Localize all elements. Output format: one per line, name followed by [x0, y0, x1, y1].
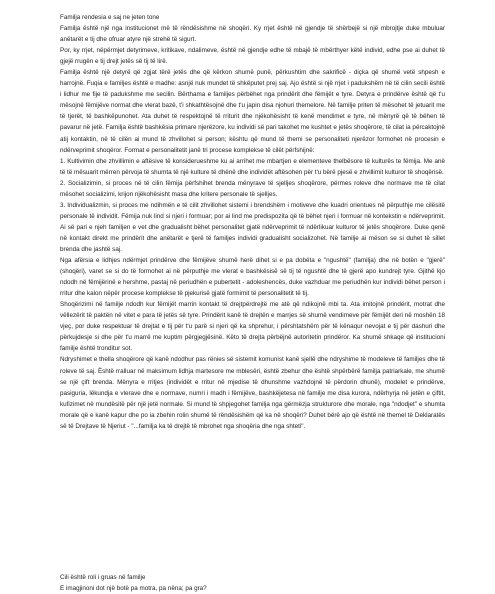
document-page: [60, 12, 445, 592]
list-item: 1. Kultivimin dhe zhvillimin e aftësive të konsiderueshme ku ai arrihet me mbartjen e elementeve thelbësore të kulturës te fëmija. Me anë të të mësuarit mërren përvoja të shumta të një kulture të dhënë dhe individët aftësohen për t'u bërë pjesë e zhvillimit kulturor të shoqërisë.: [60, 157, 445, 176]
paragraph: Familja është një nga institucionet më të rëndësishme në shoqëri. Ky rrjet është në gjendje të shërbejë si një mbrojtje duke mbuluar anëtarët e tij dhe ofruar atyre një strehë të sigurt.: [60, 25, 445, 44]
paragraph: Nga afërsia e lidhjes ndërmjet prindërve dhe fëmijëve shumë herë dihet si e pa dobëta e "ngushtë" (familja) dhe në botën e "gjerë" (shoqëri), varet se si do të formohet ai në përputhje me vlerat e bashkësisë së tij të ngushtë dhe të gjerë apo kundrejt tyre. Gjithë kjo ndodh në fëmijërinë e hershme, pastaj në periudhën e pubertetit - adoleshencës, duke vazhduar me periudhën kur individi bëhet person i rritur dhe kalon nëpër procese komplekse të pjekurisë gjatë formimit të personalitetit të tij.: [60, 257, 445, 298]
paragraph: Familja është një detyrë që zgjat tërë jetës dhe që kërkon shumë punë, përkushtim dhe sakrificë - diçka që shumë vetë shpesh e harrojnë. Fuqia e familjes është e madhe: asnjë nuk mundet të shkëputet prej saj. Ajo është si një rrjet i padukshëm në të cilin secili është i lidhur me fije të padukshme me secilin. Bërthama e familjes përbëhet nga prindërit dhe fëmijët e tyre. Detyra e prindërve është që t'u mësojnë fëmijëve normat dhe vlerat bazë, t'i shkathtësojnë dhe t'u japin disa njohuri themelore. Në familje priten të mësohet të jetuarit me të tjerët, të bashkëpunohet. Ata duhet të respektojnë të rriturit dhe njëkohësisht të kenë mendimet e tyre, në mënyrë që të bëhen të pavarur në jetë. Familja është bashkësia primare njerëzore, ku individi së pari takohet me kushtet e jetës shoqërore, të cilat ia përcaktojnë atij kontaktin, në të cilën ai mund të zhvillohet si person; kështu që mund të themi se personaliteti njerëzor formohet në procesin e ndërveprimit shoqëror. Format e personalitetit janë tri procese komplekse të cilët përfshijnë:: [60, 69, 445, 154]
document-title: Familja rendesia e saj ne jeten tone: [60, 14, 160, 21]
closing-section: [60, 572, 445, 594]
section-heading: Cili është roli i gruas në familje: [60, 573, 146, 581]
list-item: 2. Socializimin, si proces në të cilin fëmija përfshihet brenda mënyrave të sjelljes shoqërore, përmes roleve dhe normave me të cilat mësohet socializimi, krijon njëkohësisht masa dhe kritere personale të sjelljes.: [60, 179, 445, 198]
paragraph: Shoqërizimi në familje ndodh kur fëmijët marrin kontakt të drejtpërdrejtë me atë që ndikojnë mbi ta. Ata imitojnë prindërit, motrat dhe vëllezërit të paktën në vitet e para të jetës së tyre. Prindërit kanë të drejtën e marrjes së shumë vendimeve për fëmijët deri në moshën 18 vjeç, por duke respektuar të drejtat e tij për t'u parë si njeri që ka shprehur, i përshtatshëm për të kënaqur nevojat e tij për dashuri dhe përkujdesje si dhe për t'u marrë me kuptim përgjegjësinë. Këto të drejta përbëjnë autoritetin prindëror. Ka shumë shkaqe që institucioni familje është tronditur sot.: [60, 301, 445, 353]
paragraph: Por, ky rrjet, nëpërmjet detyrimeve, kritikave, ndalimeve, është në gjendje edhe të mbajë të mbërthyer këtë individ, edhe pse ai duhet të gjejë rrugën e tij drejt jetës së tij të lirë.: [60, 47, 445, 66]
closing-question: E imagjinoni dot një botë pa motra, pa nëna; pa gra?: [60, 584, 207, 592]
paragraph: Ndryshimet e thella shoqërore që kanë ndodhur pas rënies së sistemit komunist kanë sjellë dhe ndryshime të modeleve të familjes dhe të roleve të saj. Është rralluar në maksimum lidhja martesore me mblesëri, është zbehur dhe është shpërbërë familja patriarkale, me shumë se një çift brenda. Mënyra e rritjes (individët e rritur në mjedise të dhunshme vazhdojnë të përdorin dhunë), modelet e prindërve, pasiguria, lëkundja e vlerave dhe e normave, numri i madh i fëmijëve, bashkëjetesa në familje me disa kurora, ndërhyrja në jetën e çiftit, kufizimet në mundësitë për një jetë normale. Si mund të shpjegohet familja nga gërmëzja strukturore dhe morale, nga "ndodjet" e shumta morale që e kanë kapur dhe po ia zbehin rolin shumë të rëndësishëm që ka në shoqëri? Duhet bërë ajo që është në themel të Deklaratës së të Drejtave të Njeriut - "...familja ka të drejtë të mbrohet nga shoqëria dhe nga shteti".: [60, 356, 445, 430]
list-item: 3. Individualizmin, si proces me ndihmën e të cilit zhvillohet sistemi i brendshëm i motiveve dhe kuadri orientues në përputhje me cilësitë personale të individit. Fëmija nuk lind si njeri i formuar; por ai lind me predispozita që të bëhet njeri i formuar në kontekstin e ndërveprimit. Ai së pari e njeh familjen e vet dhe gradualisht bëhet personalitet gjatë ndërveprimit të ndërlikuar kulturor të jetës shoqërore. Duke qenë në kontakt direkt me prindërit dhe anëtarët e tjerë të familjes individi gradualisht socializohet. Në familje ai mëson se si duhet të sillet brenda dhe jashtë saj.: [60, 201, 445, 253]
blank-space: [60, 432, 445, 572]
document-body: [60, 23, 445, 432]
